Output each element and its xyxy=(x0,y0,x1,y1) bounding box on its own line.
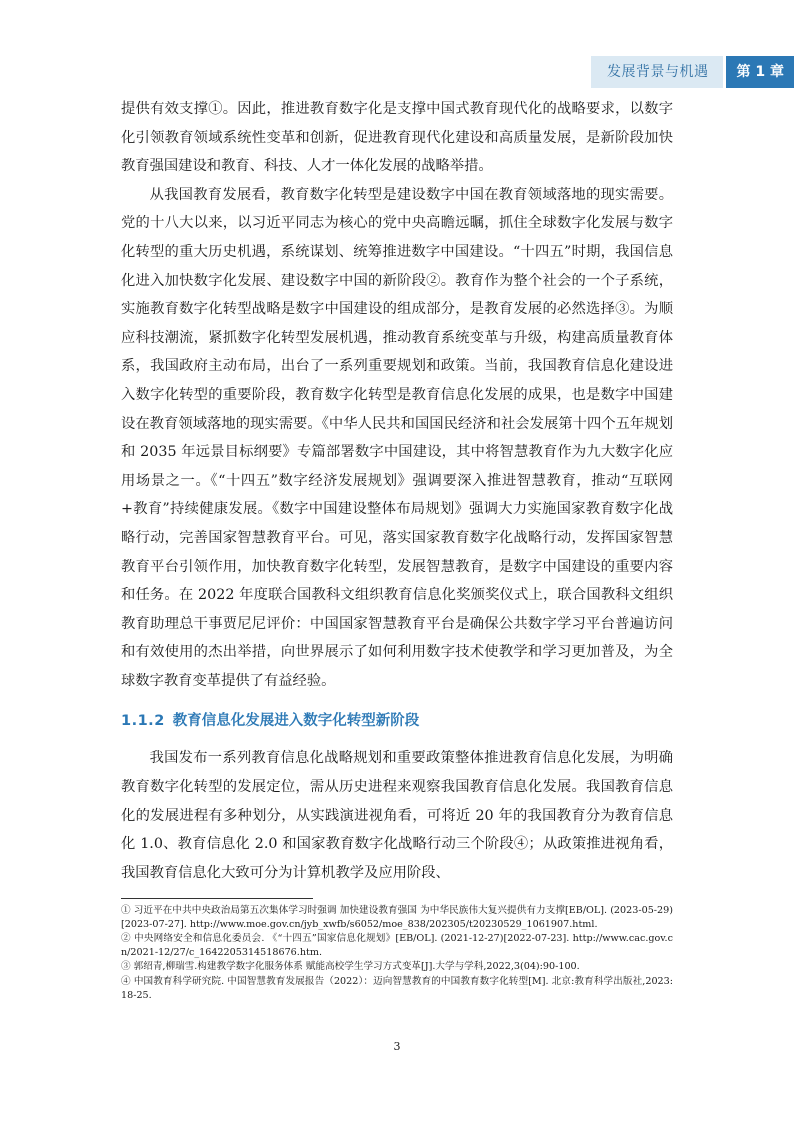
header-topic: 发展背景与机遇 xyxy=(591,56,723,88)
page-number: 3 xyxy=(393,1040,401,1053)
body-paragraph-1: 提供有效支撑①。因此，推进教育数字化是支撑中国式教育现代化的战略要求，以数字化引领教育领域系统性变革和创新，促进教育现代化建设和高质量发展，是新阶段加快教育强国建设和教育、科技、人才一体化发展的战略举措。 xyxy=(121,101,673,175)
section-title: 教育信息化发展进入数字化转型新阶段 xyxy=(172,713,420,730)
section-number: 1.1.2 xyxy=(121,713,165,730)
footnotes xyxy=(121,904,673,1003)
footnote-3: ③ 郭绍青,柳瑞雪.构建教学数字化服务体系 赋能高校学生学习方式变革[J].大学与学科,2022,3(04):90-100. xyxy=(121,961,580,973)
footnote-2: ② 中央网络安全和信息化委员会. 《“十四五”国家信息化规划》[EB/OL]. (2021-12-27)[2022-07-23]. http://www.cac.gov.cn/2021-12/27/c_1642205314518676.htm. xyxy=(121,933,673,958)
header-chapter-badge: 第 1 章 xyxy=(726,56,794,88)
chapter-header xyxy=(591,56,794,88)
main-content xyxy=(121,95,673,887)
body-paragraph-3: 我国发布一系列教育信息化战略规划和重要政策整体推进教育信息化发展，为明确教育数字化转型的发展定位，需从历史进程来观察我国教育信息化发展。我国教育信息化的发展进程有多种划分，从实践演进视角看，可将近 20 年的我国教育分为教育信息化 1.0、教育信息化 2.0 和国家教育数字化战略行动三个阶段④；从政策推进视角看，我国教育信息化大致可分为计算机教学及应用阶段、 xyxy=(121,750,673,881)
footnote-divider xyxy=(121,898,313,899)
section-heading xyxy=(121,708,673,734)
body-paragraph-2: 从我国教育发展看，教育数字化转型是建设数字中国在教育领域落地的现实需要。党的十八大以来，以习近平同志为核心的党中央高瞻远瞩，抓住全球数字化发展与数字化转型的重大历史机遇，系统谋划、统筹推进数字中国建设。“十四五”时期，我国信息化进入加快数字化发展、建设数字中国的新阶段②。教育作为整个社会的一个子系统，实施教育数字化转型战略是数字中国建设的组成部分，是教育发展的必然选择③。为顺应科技潮流，紧抓数字化转型发展机遇，推动教育系统变革与升级，构建高质量教育体系，我国政府主动布局，出台了一系列重要规划和政策。当前，我国教育信息化建设进入数字化转型的重要阶段，教育数字化转型是教育信息化发展的成果，也是数字中国建设在教育领域落地的现实需要。《中华人民共和国国民经济和社会发展第十四个五年规划和 2035 年远景目标纲要》专篇部署数字中国建设，其中将智慧教育作为九大数字化应用场景之一。《“十四五”数字经济发展规划》强调要深入推进智慧教育，推动“互联网+教育”持续健康发展。《数字中国建设整体布局规划》强调大力实施国家教育数字化战略行动，完善国家智慧教育平台。可见，落实国家教育数字化战略行动，发挥国家智慧教育平台引领作用，加快教育数字化转型，发展智慧教育，是数字中国建设的重要内容和任务。在 2022 年度联合国教科文组织教育信息化奖颁奖仪式上，联合国教科文组织教育助理总干事贾尼尼评价：中国国家智慧教育平台是确保公共数字学习平台普遍访问和有效使用的杰出举措，向世界展示了如何利用数字技术使教学和学习更加普及，为全球数字教育变革提供了有益经验。 xyxy=(121,186,673,689)
footnote-4: ④ 中国教育科学研究院. 中国智慧教育发展报告（2022）：迈向智慧教育的中国教育数字化转型[M]. 北京:教育科学出版社,2023:18-25. xyxy=(121,975,673,1001)
footnote-1: ① 习近平在中共中央政治局第五次集体学习时强调 加快建设教育强国 为中华民族伟大复兴提供有力支撑[EB/OL]. (2023-05-29)[2023-07-27]. http://www.moe.gov.cn/jyb_xwfb/s6052/moe_838/202305/t20230529_1061907.html. xyxy=(121,905,673,930)
